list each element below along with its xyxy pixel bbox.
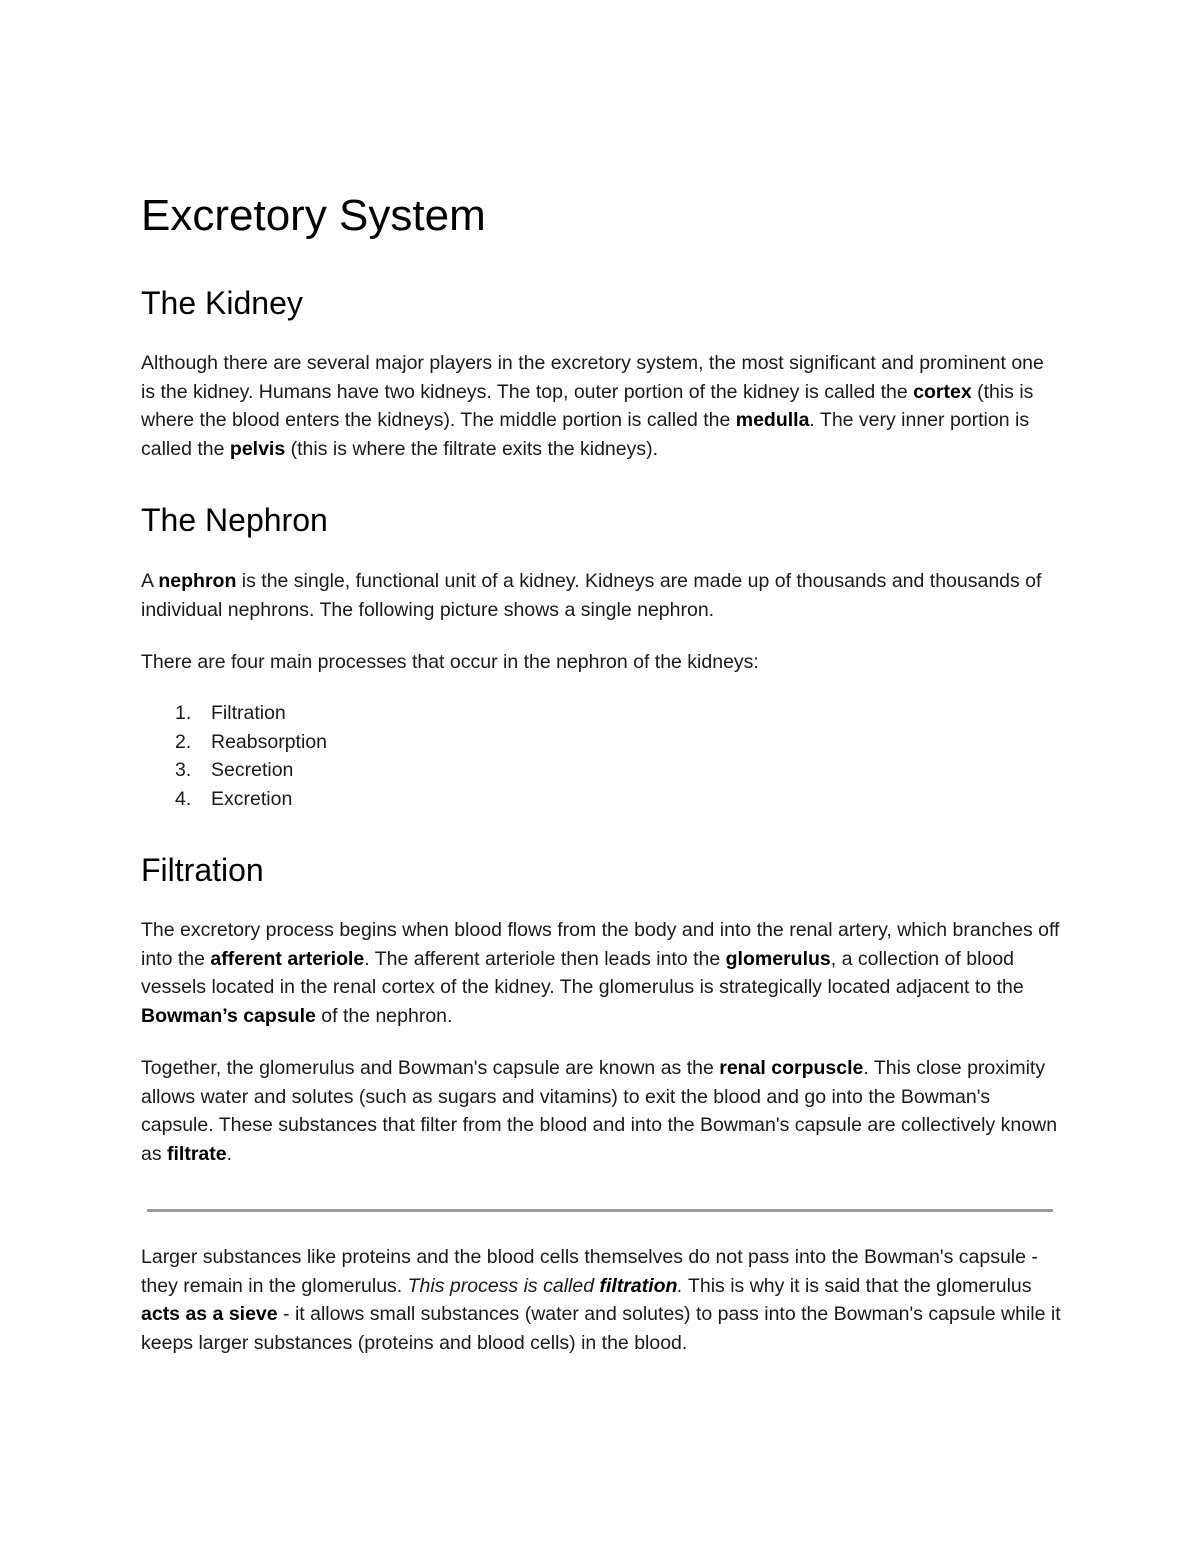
process-list xyxy=(141,699,327,813)
term-acts-as-a-sieve: acts as a sieve xyxy=(141,1303,278,1326)
term-nephron: nephron xyxy=(158,570,237,592)
horizontal-divider xyxy=(147,1209,1053,1212)
term-bowmans-capsule: Bowman’s capsule xyxy=(141,1004,316,1027)
paragraph-filtration-2: Together, the glomerulus and Bowman's capsule are known as the renal corpuscle. This close proximity allows water and solutes (such as sugars and vitamins) to exit the blood and go into the Bowman's capsule. These substances that filter from the blood and into the Bowman's capsule are collectively known as filtrate. xyxy=(141,1057,1058,1165)
term-medulla: medulla xyxy=(735,409,810,432)
list-item: 1. Filtration xyxy=(175,702,286,724)
term-renal-corpuscle: renal corpuscle xyxy=(719,1057,864,1079)
list-item: 3. Secretion xyxy=(175,759,294,782)
term-filtrate: filtrate xyxy=(167,1142,227,1165)
heading-filtration: Filtration xyxy=(141,852,264,888)
list-item: 2. Reabsorption xyxy=(175,730,327,753)
paragraph-four-processes: There are four main processes that occur in the nephron of the kidneys: xyxy=(141,651,759,673)
list-item: 4. Excretion xyxy=(175,787,293,810)
paragraph-filtration-3: Larger substances like proteins and the blood cells themselves do not pass into the Bowman's capsule - they remain in the glomerulus. This process is called filtration. This is why it is said that the glomerulus acts as a sieve - it allows small substances (water and solutes) to pass into the Bowman's capsule while it keeps larger substances (proteins and blood cells) in the blood. xyxy=(141,1246,1061,1354)
document-title: Excretory System xyxy=(141,191,486,240)
term-cortex: cortex xyxy=(913,380,972,403)
term-glomerulus: glomerulus xyxy=(725,947,831,970)
term-afferent-arteriole: afferent arteriole xyxy=(210,947,365,970)
heading-the-kidney: The Kidney xyxy=(141,285,303,321)
heading-the-nephron: The Nephron xyxy=(141,502,328,538)
term-filtration: filtration xyxy=(599,1274,678,1297)
paragraph-nephron: A nephron is the single, functional unit of a kidney. Kidneys are made up of thousands and thousands of individual nephrons. The following picture shows a single nephron. xyxy=(141,570,1042,621)
term-pelvis: pelvis xyxy=(229,437,286,460)
paragraph-filtration-1: The excretory process begins when blood flows from the body and into the renal artery, which branches off into the afferent arteriole. The afferent arteriole then leads into the glomerulus, a collection of blood vessels located in the renal cortex of the kidney. The glomerulus is strategically located adjacent to the Bowman’s capsule of the nephron. xyxy=(141,919,1060,1027)
paragraph-kidney: Although there are several major players in the excretory system, the most significant and prominent one is the kidney. Humans have two kidneys. The top, outer portion of the kidney is called the cortex (this is where the blood enters the kidneys). The middle portion is called the medulla. The very inner portion is called the pelvis (this is where the filtrate exits the kidneys). xyxy=(141,352,1044,460)
